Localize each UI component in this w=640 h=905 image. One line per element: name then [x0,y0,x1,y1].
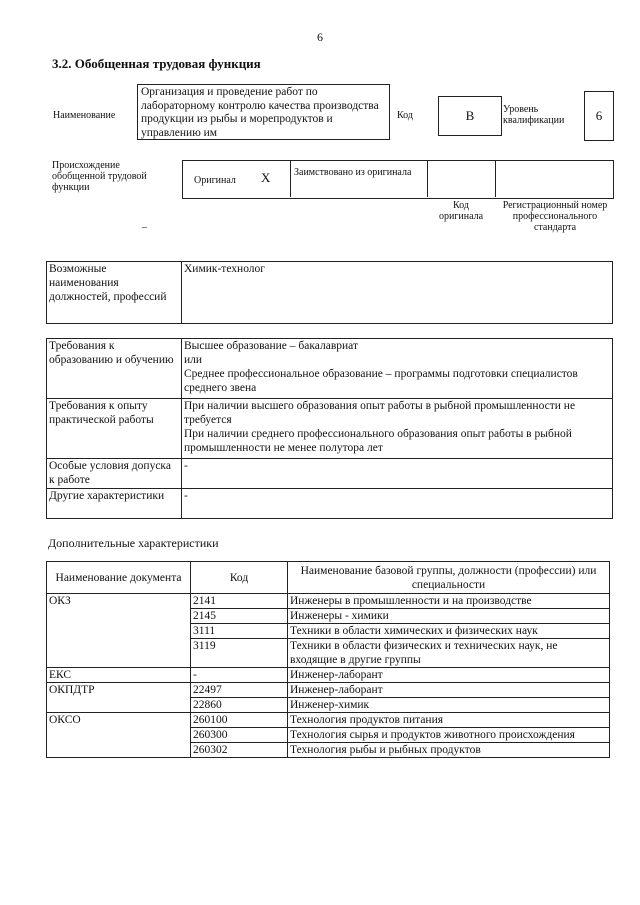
table-cell-doc: ОКПДТР [47,683,191,713]
code-original-label: Код оригинала [438,200,484,222]
positions-label: Возможные наименования должностей, профессий [47,262,182,324]
col-header: Код [191,562,288,594]
table-cell-code: 260300 [191,728,288,743]
section-title: 3.2. Обобщенная трудовая функция [52,56,261,71]
page-number: 6 [317,30,323,44]
table-cell-name: Инженер-химик [288,698,610,713]
table-cell-name: Инженеры - химики [288,609,610,624]
table-cell-code: 3111 [191,624,288,639]
req-value: - [182,459,613,489]
col-header: Наименование базовой группы, должности (профессии) или специальности [288,562,610,594]
level-value: 6 [584,91,614,141]
req-value: - [182,489,613,519]
original-mark: X [261,170,271,185]
table-cell-name: Техники в области физических и технических наук, не входящие в другие группы [288,639,610,668]
table-cell-code: 2141 [191,594,288,609]
reg-number-label: Регистрационный номер профессионального стандарта [502,200,608,233]
code-value: B [438,96,502,136]
origin-label: Происхождение обобщенной трудовой функции [52,160,147,193]
table-cell-code: 22860 [191,698,288,713]
table-cell-code: 3119 [191,639,288,668]
level-label: Уровень квалификации [503,104,565,126]
req-label: Требования к образованию и обучению [47,339,182,399]
col-header: Наименование документа [47,562,191,594]
table-cell-code: 260302 [191,743,288,758]
table-cell-doc: ОКСО [47,713,191,758]
table-cell-name: Инженеры в промышленности и на производстве [288,594,610,609]
req-label: Особые условия допуска к работе [47,459,182,489]
requirements-table [46,338,613,519]
table-cell-name: Технология продуктов питания [288,713,610,728]
origin-dash: – [142,222,147,233]
req-value: Высшее образование – бакалавриат или Среднее профессиональное образование – программы подготовки специалистов среднего звена [182,339,613,399]
original-label: Оригинал [194,175,236,186]
req-value: При наличии высшего образования опыт работы в рыбной промышленности не требуется При наличии среднего профессионального образования опыт работы в рыбной промышленности не менее полутора лет [182,399,613,459]
name-label: Наименование [53,110,116,121]
positions-table [46,261,613,324]
table-cell-name: Техники в области химических и физических наук [288,624,610,639]
additional-table [46,561,610,758]
req-label: Требования к опыту практической работы [47,399,182,459]
table-cell-name: Инженер-лаборант [288,683,610,698]
table-cell-doc: ОКЗ [47,594,191,668]
table-cell-code: 22497 [191,683,288,698]
table-cell-code: - [191,668,288,683]
positions-value: Химик-технолог [182,262,613,324]
table-cell-name: Инженер-лаборант [288,668,610,683]
table-cell-code: 2145 [191,609,288,624]
table-cell-doc: ЕКС [47,668,191,683]
additional-title: Дополнительные характеристики [48,536,219,550]
code-label: Код [397,110,413,121]
name-value: Организация и проведение работ по лабораторному контролю качества производства продукции из рыбы и морепродуктов и управлению им [137,84,390,140]
borrowed-label: Заимствовано из оригинала [294,167,412,178]
table-cell-name: Технология рыбы и рыбных продуктов [288,743,610,758]
table-cell-code: 260100 [191,713,288,728]
table-cell-name: Технология сырья и продуктов животного происхождения [288,728,610,743]
req-label: Другие характеристики [47,489,182,519]
